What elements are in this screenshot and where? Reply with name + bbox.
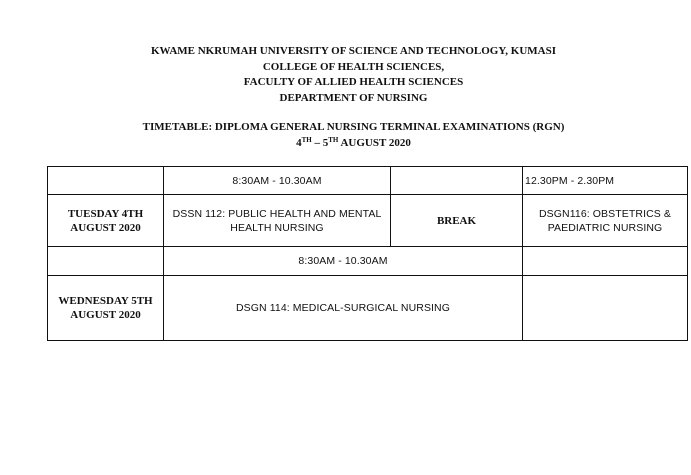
empty-cell [523, 247, 688, 276]
empty-cell [48, 167, 164, 195]
morning-time-header: 8:30AM - 10.30AM [164, 167, 391, 195]
timetable-title: TIMETABLE: DIPLOMA GENERAL NURSING TERMINAL EXAMINATIONS (RGN) [142, 121, 565, 133]
table-row [48, 247, 688, 276]
day-cell-wednesday: WEDNESDAY 5TH AUGUST 2020 [48, 276, 164, 341]
table-row [48, 167, 688, 195]
exam-dates: 4TH – 5TH AUGUST 2020 [296, 135, 411, 149]
table-row [48, 195, 688, 247]
table-row [48, 276, 688, 341]
empty-cell [523, 276, 688, 341]
document-header [0, 44, 691, 151]
day-cell-tuesday: TUESDAY 4TH AUGUST 2020 [48, 195, 164, 247]
afternoon-exam-cell: DSGN116: OBSTETRICS & PAEDIATRIC NURSING [523, 195, 688, 247]
break-cell: BREAK [391, 195, 523, 247]
exam-timetable [47, 166, 688, 341]
morning-time-header-day2: 8:30AM - 10.30AM [164, 247, 523, 276]
college-name: COLLEGE OF HEALTH SCIENCES, [262, 60, 445, 73]
afternoon-time-header: 12.30PM - 2.30PM [523, 167, 688, 195]
department-name: DEPARTMENT OF NURSING [279, 91, 428, 104]
morning-exam-cell-day2: DSGN 114: MEDICAL-SURGICAL NURSING [164, 276, 523, 341]
empty-cell [48, 247, 164, 276]
empty-cell [391, 167, 523, 195]
university-name: KWAME NKRUMAH UNIVERSITY OF SCIENCE AND TECHNOLOGY, KUMASI [150, 45, 556, 57]
faculty-name: FACULTY OF ALLIED HEALTH SCIENCES [243, 76, 464, 88]
morning-exam-cell: DSSN 112: PUBLIC HEALTH AND MENTAL HEALTH NURSING [164, 195, 391, 247]
